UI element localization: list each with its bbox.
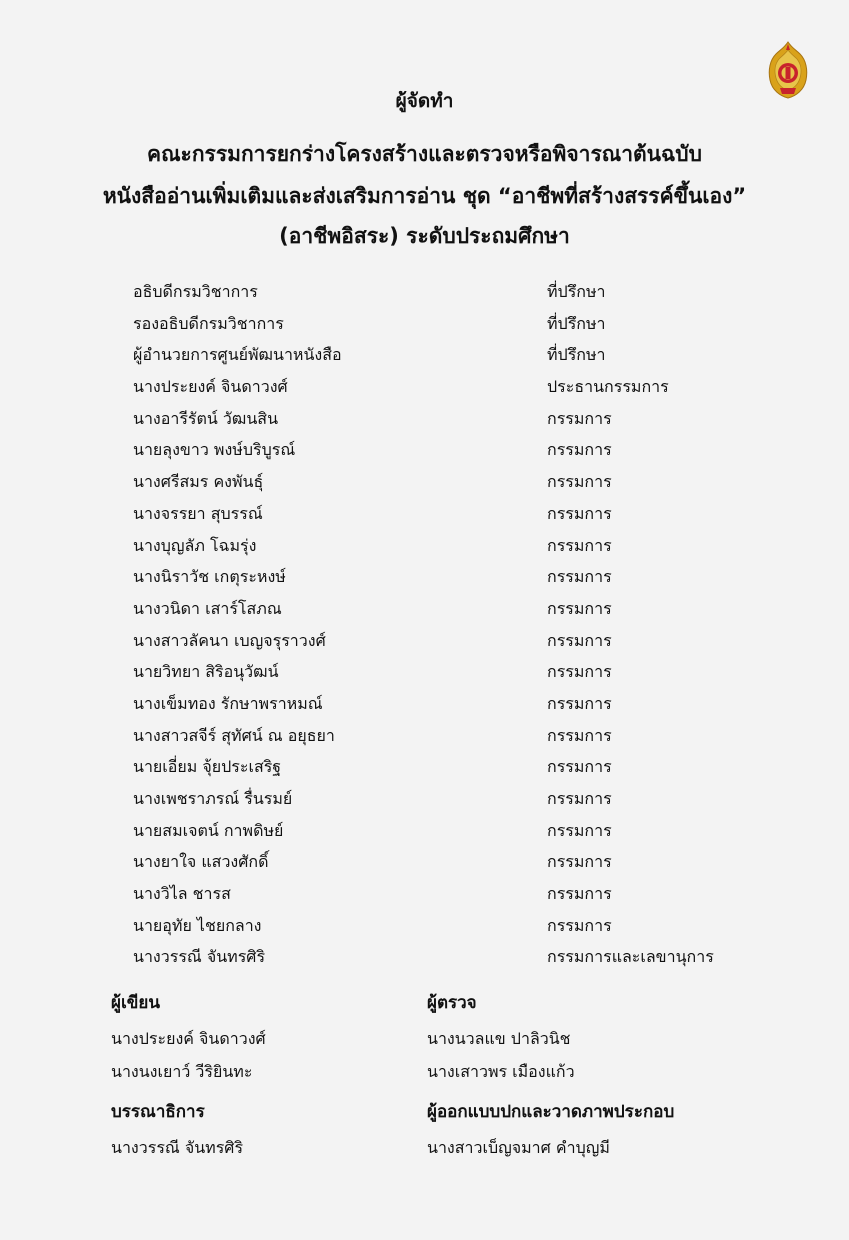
series-heading: หนังสืออ่านเพิ่มเติมและส่งเสริมการอ่าน ชุด “อาชีพที่สร้างสรรค์ขึ้นเอง” <box>102 184 747 208</box>
list-item <box>0 532 849 564</box>
list-item <box>0 690 849 722</box>
member-role: กรรมการ <box>547 915 612 935</box>
member-role: กรรมการ <box>547 598 612 618</box>
list-item <box>0 753 849 785</box>
designers-heading: ผู้ออกแบบปกและวาดภาพประกอบ <box>427 1102 675 1122</box>
member-role: กรรมการ <box>547 757 612 777</box>
member-name: นายลุงขาว พงษ์บริบูรณ์ <box>133 440 296 460</box>
member-role: กรรมการ <box>547 852 612 872</box>
list-item <box>0 880 849 912</box>
member-name: นางเพชราภรณ์ รื่นรมย์ <box>133 789 293 808</box>
member-name: นางยาใจ แสวงศักดิ์ <box>133 852 269 872</box>
writer-name: นางประยงค์ จินดาวงศ์ <box>111 1029 266 1048</box>
list-item <box>0 912 849 944</box>
member-role: กรรมการ <box>547 440 612 460</box>
list-item <box>0 722 849 754</box>
member-name: นางอารีรัตน์ วัฒนสิน <box>133 408 279 428</box>
member-name: ผู้อำนวยการศูนย์พัฒนาหนังสือ <box>133 345 342 365</box>
editors-heading: บรรณาธิการ <box>111 1102 205 1122</box>
member-name: นายอุทัย ไชยกลาง <box>133 915 262 935</box>
member-name: รองอธิบดีกรมวิชาการ <box>133 313 284 333</box>
member-role: กรรมการ <box>547 535 612 555</box>
member-name: นางบุญลัภ โฉมรุ่ง <box>133 535 257 555</box>
member-role: กรรมการ <box>547 789 612 808</box>
list-item <box>0 405 849 437</box>
writer-name: นางนงเยาว์ วีริยินทะ <box>111 1062 253 1081</box>
list-item <box>0 627 849 659</box>
member-name: นางนิราวัช เกตุระหงษ์ <box>133 567 286 587</box>
member-name: นางศรีสมร คงพันธุ์ <box>133 472 264 492</box>
page-title: ผู้จัดทำ <box>395 90 454 112</box>
list-item <box>0 373 849 405</box>
member-role: ประธานกรรมการ <box>547 377 669 397</box>
list-item <box>0 563 849 595</box>
member-name: นายเอี่ยม จุ้ยประเสริฐ <box>133 757 282 777</box>
member-role: กรรมการ <box>547 662 612 682</box>
list-item <box>0 817 849 849</box>
writers-heading: ผู้เขียน <box>111 993 160 1013</box>
reviewers-section <box>427 988 575 1090</box>
member-role: กรรมการ <box>547 472 612 492</box>
list-item <box>0 310 849 342</box>
list-item <box>0 341 849 373</box>
member-name: นางจรรยา สุบรรณ์ <box>133 503 263 523</box>
committee-list <box>0 278 849 975</box>
editor-name: นางวรรณี จันทรศิริ <box>111 1138 244 1157</box>
designers-section <box>427 1097 674 1166</box>
member-role: ที่ปรึกษา <box>547 282 606 301</box>
member-name: นายวิทยา สิริอนุวัฒน์ <box>133 662 279 682</box>
list-item <box>0 595 849 627</box>
committee-heading: คณะกรรมการยกร่างโครงสร้างและตรวจหรือพิจารณาต้นฉบับ <box>147 142 702 166</box>
member-role: กรรมการ <box>547 693 612 713</box>
list-item <box>0 848 849 880</box>
list-item <box>0 500 849 532</box>
member-role: กรรมการ <box>547 567 612 587</box>
member-role: ที่ปรึกษา <box>547 345 606 365</box>
member-role: ที่ปรึกษา <box>547 313 606 333</box>
member-name: นางวรรณี จันทรศิริ <box>133 947 266 967</box>
list-item <box>0 468 849 500</box>
member-role: กรรมการ <box>547 725 612 745</box>
writers-section <box>111 988 266 1090</box>
reviewers-heading: ผู้ตรวจ <box>427 993 477 1013</box>
member-name: นายสมเจตน์ กาพดิษย์ <box>133 820 284 840</box>
member-name: นางประยงค์ จินดาวงศ์ <box>133 377 288 397</box>
member-name: นางสาวสจีร์ สุทัศน์ ณ อยุธยา <box>133 725 335 745</box>
member-name: นางวิไล ชารส <box>133 884 231 904</box>
member-role: กรรมการ <box>547 884 612 904</box>
member-role: กรรมการ <box>547 408 612 428</box>
list-item <box>0 278 849 310</box>
list-item <box>0 658 849 690</box>
member-name: นางวนิดา เสาร์โสภณ <box>133 598 282 618</box>
level-heading: (อาชีพอิสระ) ระดับประถมศึกษา <box>279 224 570 248</box>
list-item <box>0 785 849 817</box>
member-name: อธิบดีกรมวิชาการ <box>133 282 258 301</box>
member-name: นางสาวลัคนา เบญจรุราวงศ์ <box>133 630 326 650</box>
editors-section <box>111 1097 243 1166</box>
designer-name: นางสาวเบ็ญจมาศ คำบุญมี <box>427 1138 610 1157</box>
member-role: กรรมการและเลขานุการ <box>547 947 714 967</box>
member-name: นางเข็มทอง รักษาพราหมณ์ <box>133 693 323 713</box>
list-item <box>0 943 849 975</box>
reviewer-name: นางเสาวพร เมืองแก้ว <box>427 1062 575 1081</box>
member-role: กรรมการ <box>547 820 612 840</box>
member-role: กรรมการ <box>547 630 612 650</box>
member-role: กรรมการ <box>547 503 612 523</box>
reviewer-name: นางนวลแข ปาลิวนิช <box>427 1029 571 1048</box>
list-item <box>0 436 849 468</box>
